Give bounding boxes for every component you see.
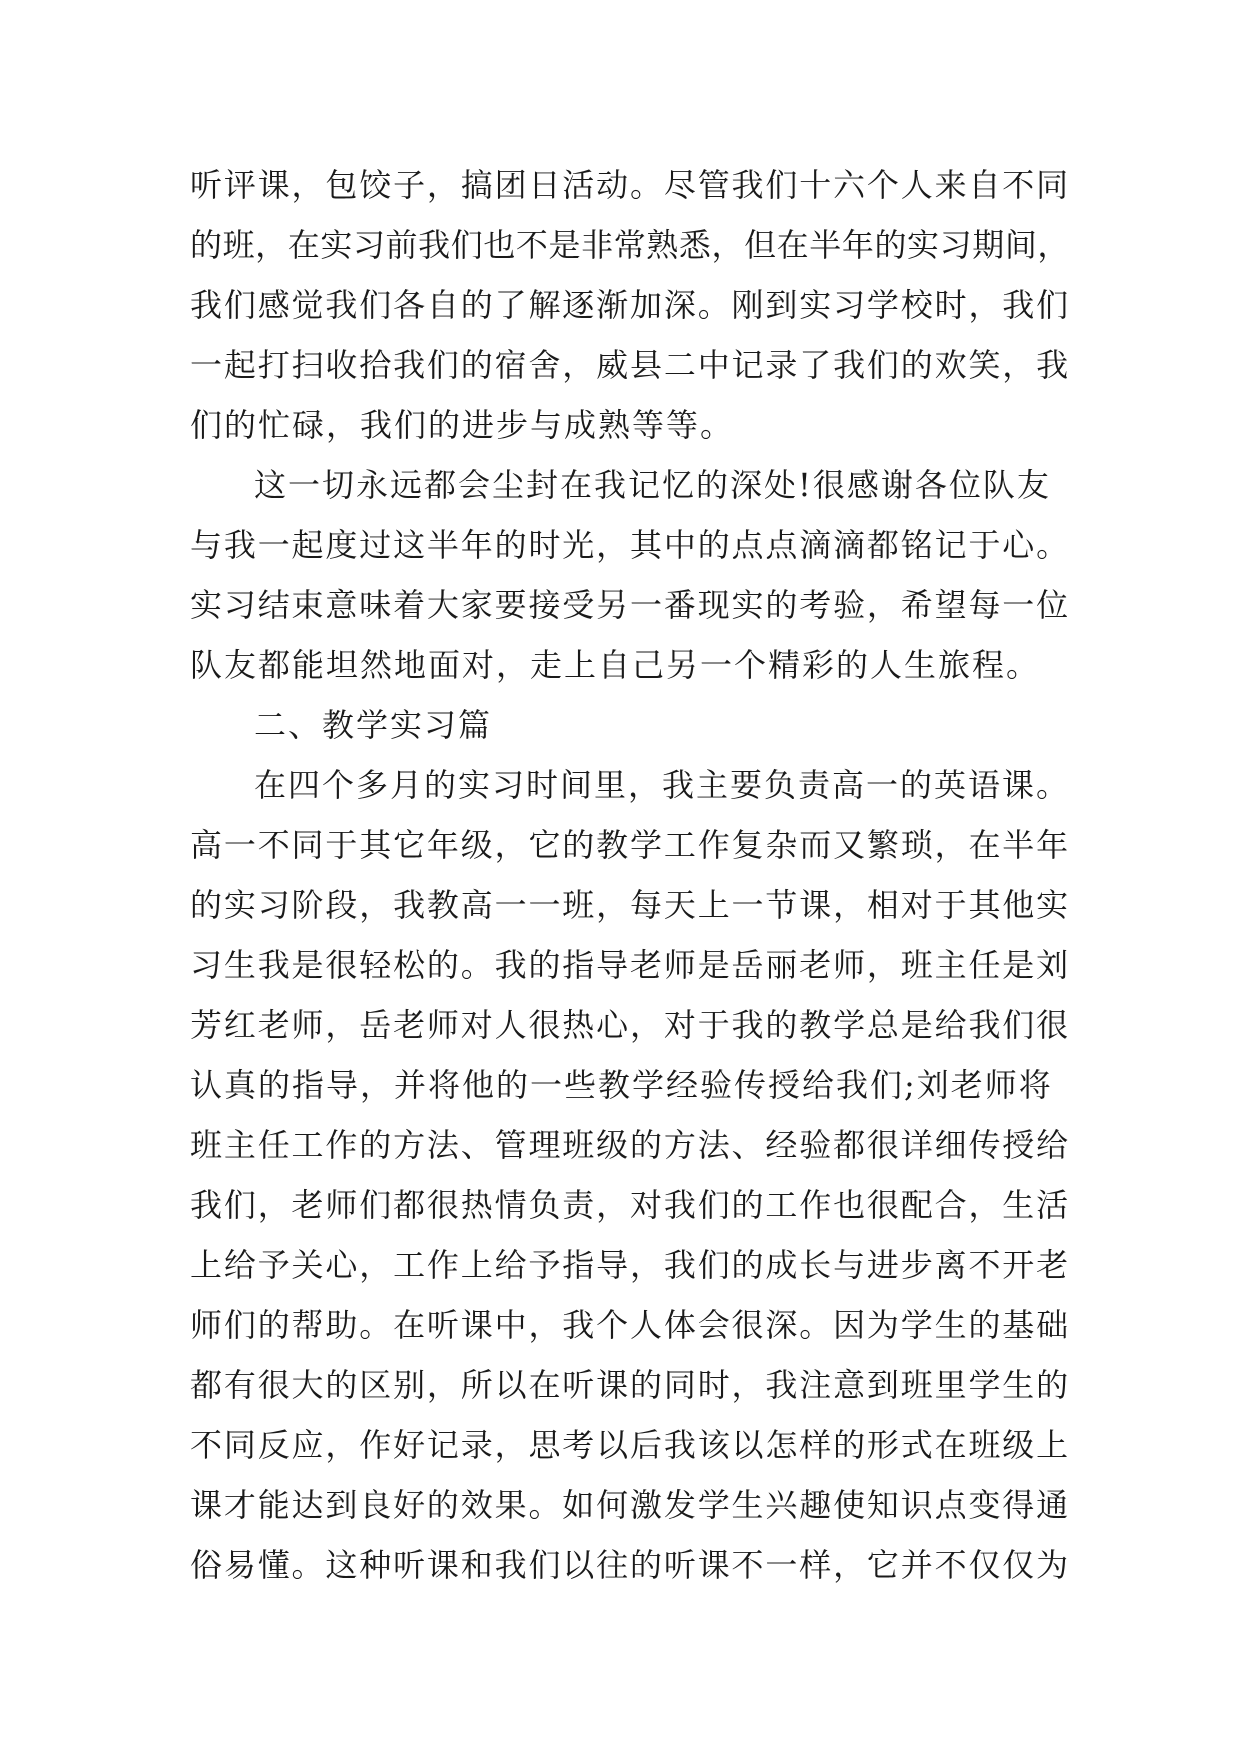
text-line: 二、教学实习篇 [254,706,493,744]
text-line: 高一不同于其它年级，它的教学工作复杂而又繁琐，在半年 [190,826,1071,864]
text-line: 与我一起度过这半年的时光，其中的点点滴滴都铭记于心。 [190,526,1071,564]
text-line: 一起打扫收拾我们的宿舍，威县二中记录了我们的欢笑，我 [190,346,1071,384]
text-line: 们的忙碌，我们的进步与成熟等等。 [190,406,735,444]
text-line: 课才能达到良好的效果。如何激发学生兴趣使知识点变得通 [190,1486,1071,1524]
document-body [190,155,1070,1595]
text-line: 这一切永远都会尘封在我记忆的深处!很感谢各位队友 [254,466,1051,504]
text-line: 习生我是很轻松的。我的指导老师是岳丽老师，班主任是刘 [190,946,1071,984]
text-line: 不同反应，作好记录，思考以后我该以怎样的形式在班级上 [190,1426,1071,1464]
text-line: 俗易懂。这种听课和我们以往的听课不一样，它并不仅仅为 [190,1546,1071,1584]
text-line: 认真的指导，并将他的一些教学经验传授给我们;刘老师将 [190,1066,1053,1104]
text-line: 实习结束意味着大家要接受另一番现实的考验，希望每一位 [190,586,1071,624]
text-line: 听评课，包饺子，搞团日活动。尽管我们十六个人来自不同 [190,166,1071,204]
text-line: 队友都能坦然地面对，走上自己另一个精彩的人生旅程。 [190,646,1041,684]
text-line: 的班，在实习前我们也不是非常熟悉，但在半年的实习期间， [190,226,1071,264]
text-line: 班主任工作的方法、管理班级的方法、经验都很详细传授给 [190,1126,1071,1164]
text-line: 师们的帮助。在听课中，我个人体会很深。因为学生的基础 [190,1306,1071,1344]
text-line: 上给予关心，工作上给予指导，我们的成长与进步离不开老 [190,1246,1071,1284]
text-line: 我们，老师们都很热情负责，对我们的工作也很配合，生活 [190,1186,1071,1224]
text-line: 我们感觉我们各自的了解逐渐加深。刚到实习学校时，我们 [190,286,1071,324]
text-line: 芳红老师，岳老师对人很热心，对于我的教学总是给我们很 [190,1006,1071,1044]
text-line: 都有很大的区别，所以在听课的同时，我注意到班里学生的 [190,1366,1071,1404]
text-line: 的实习阶段，我教高一一班，每天上一节课，相对于其他实 [190,886,1071,924]
text-line: 在四个多月的实习时间里，我主要负责高一的英语课。 [254,766,1071,804]
